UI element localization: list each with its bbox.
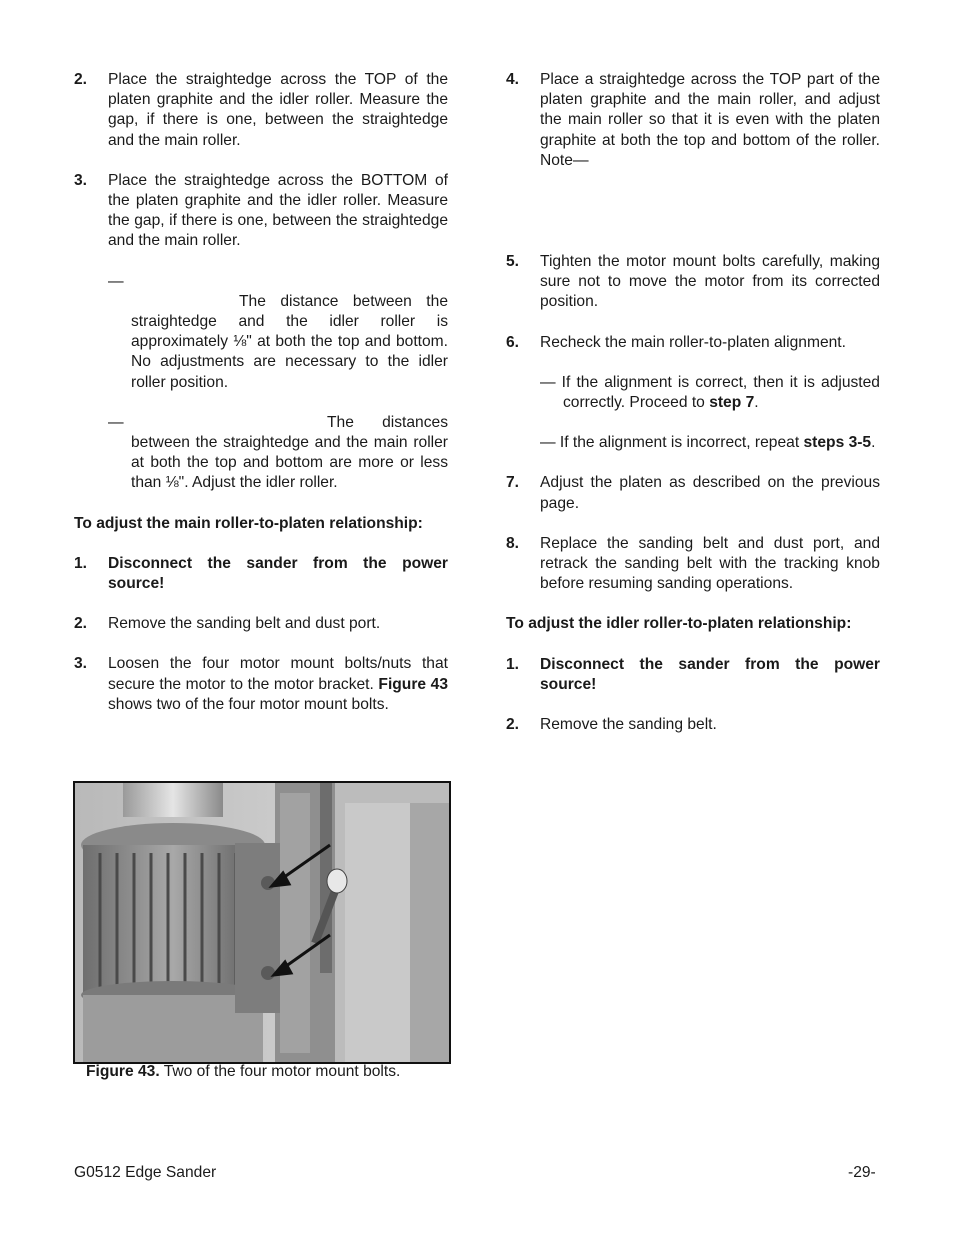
step-2	[74, 70, 448, 151]
step-4	[506, 70, 880, 171]
step-text: Disconnect the sander from the power source!	[108, 554, 448, 593]
step-number: 2.	[74, 71, 88, 88]
step-reference: step 7	[709, 394, 755, 412]
note-correct	[74, 272, 448, 393]
step-text: Disconnect the sander from the power source!	[540, 655, 880, 693]
note-text: The distance between the straightedge and the idler roller is approximately ⅛" at both the top and bottom. No adjustments are necessary to the idler roller position.	[131, 292, 448, 391]
step-text: shows two of the four motor mount bolts.	[108, 695, 389, 713]
sub-incorrect	[506, 433, 880, 453]
idler-step-1	[506, 655, 880, 695]
step-3	[74, 171, 448, 252]
section-heading-main-roller: To adjust the main roller-to-platen relationship:	[74, 514, 423, 532]
main-step-1	[74, 554, 448, 594]
section-heading-idler-roller: To adjust the idler roller-to-platen relationship:	[506, 615, 852, 633]
footer-product-name: G0512 Edge Sander	[74, 1164, 217, 1181]
step-8	[506, 534, 880, 595]
right-column	[506, 70, 880, 755]
step-number: 3.	[74, 171, 88, 189]
sub-correct	[506, 373, 880, 413]
step-text: Tighten the motor mount bolts carefully, making sure not to move the motor from its corrected position.	[540, 253, 880, 311]
figure-reference: Figure 43	[378, 675, 448, 693]
step-text: Place a straightedge across the TOP part of the platen graphite and the main roller, and adjust the main roller so that it is even with the platen graphite at both the top and bottom of the roller. Note—	[540, 71, 880, 169]
note-incorrect	[74, 413, 448, 494]
step-text: Remove the sanding belt and dust port.	[108, 615, 381, 633]
step-text: Place the straightedge across the TOP of the platen graphite and the idler roller. Measure the gap, if there is one, between the straightedge and the main roller.	[108, 71, 448, 149]
step-text: Recheck the main roller-to-platen alignment.	[540, 333, 846, 351]
note-dash: —	[108, 413, 124, 431]
figure-caption-text: Two of the four motor mount bolts.	[163, 1063, 401, 1080]
step-number: 1.	[74, 554, 88, 572]
sub-text: — If the alignment is correct, then it is adjusted correctly. Proceed to	[540, 373, 880, 412]
step-text: Remove the sanding belt.	[540, 716, 717, 734]
left-column	[74, 70, 448, 735]
step-number: 3.	[74, 655, 88, 673]
sub-text-end: .	[754, 394, 759, 412]
step-5	[506, 252, 880, 313]
step-number: 6.	[506, 333, 520, 351]
figure-caption	[86, 1063, 400, 1081]
sub-text-end: .	[871, 434, 876, 452]
step-text: Replace the sanding belt and dust port, and retrack the sanding belt with the tracking knob before resuming sanding operations.	[540, 534, 880, 593]
motor-mount-illustration	[75, 783, 449, 1062]
step-number: 7.	[506, 474, 520, 492]
figure-43-photo	[73, 781, 451, 1064]
step-text: Loosen the four motor mount bolts/nuts that secure the motor to the motor bracket.	[108, 655, 448, 693]
sub-text: — If the alignment is incorrect, repeat	[540, 434, 800, 452]
step-text: Place the straightedge across the BOTTOM of the platen graphite and the idler roller. Measure the gap, if there is one, between the straightedge and the main roller.	[108, 171, 448, 250]
step-number: 4.	[506, 71, 520, 88]
step-reference: steps 3-5	[803, 434, 872, 452]
main-step-3	[74, 654, 448, 715]
footer-page-number: -29-	[848, 1164, 876, 1181]
figure-label: Figure 43.	[86, 1063, 160, 1080]
idler-step-2	[506, 715, 880, 735]
note-text: The distances between the straightedge and the main roller at both the top and bottom are more or less than ⅛". Adjust the idler roller.	[131, 413, 448, 492]
step-number: 2.	[74, 615, 88, 633]
note-dash: —	[108, 272, 124, 290]
step-7	[506, 473, 880, 513]
step-number: 2.	[506, 716, 520, 734]
step-number: 1.	[506, 655, 520, 673]
step-text: Adjust the platen as described on the previous page.	[540, 474, 880, 512]
step-number: 5.	[506, 253, 520, 271]
step-6	[506, 333, 880, 353]
step-number: 8.	[506, 534, 520, 552]
main-step-2	[74, 614, 448, 634]
